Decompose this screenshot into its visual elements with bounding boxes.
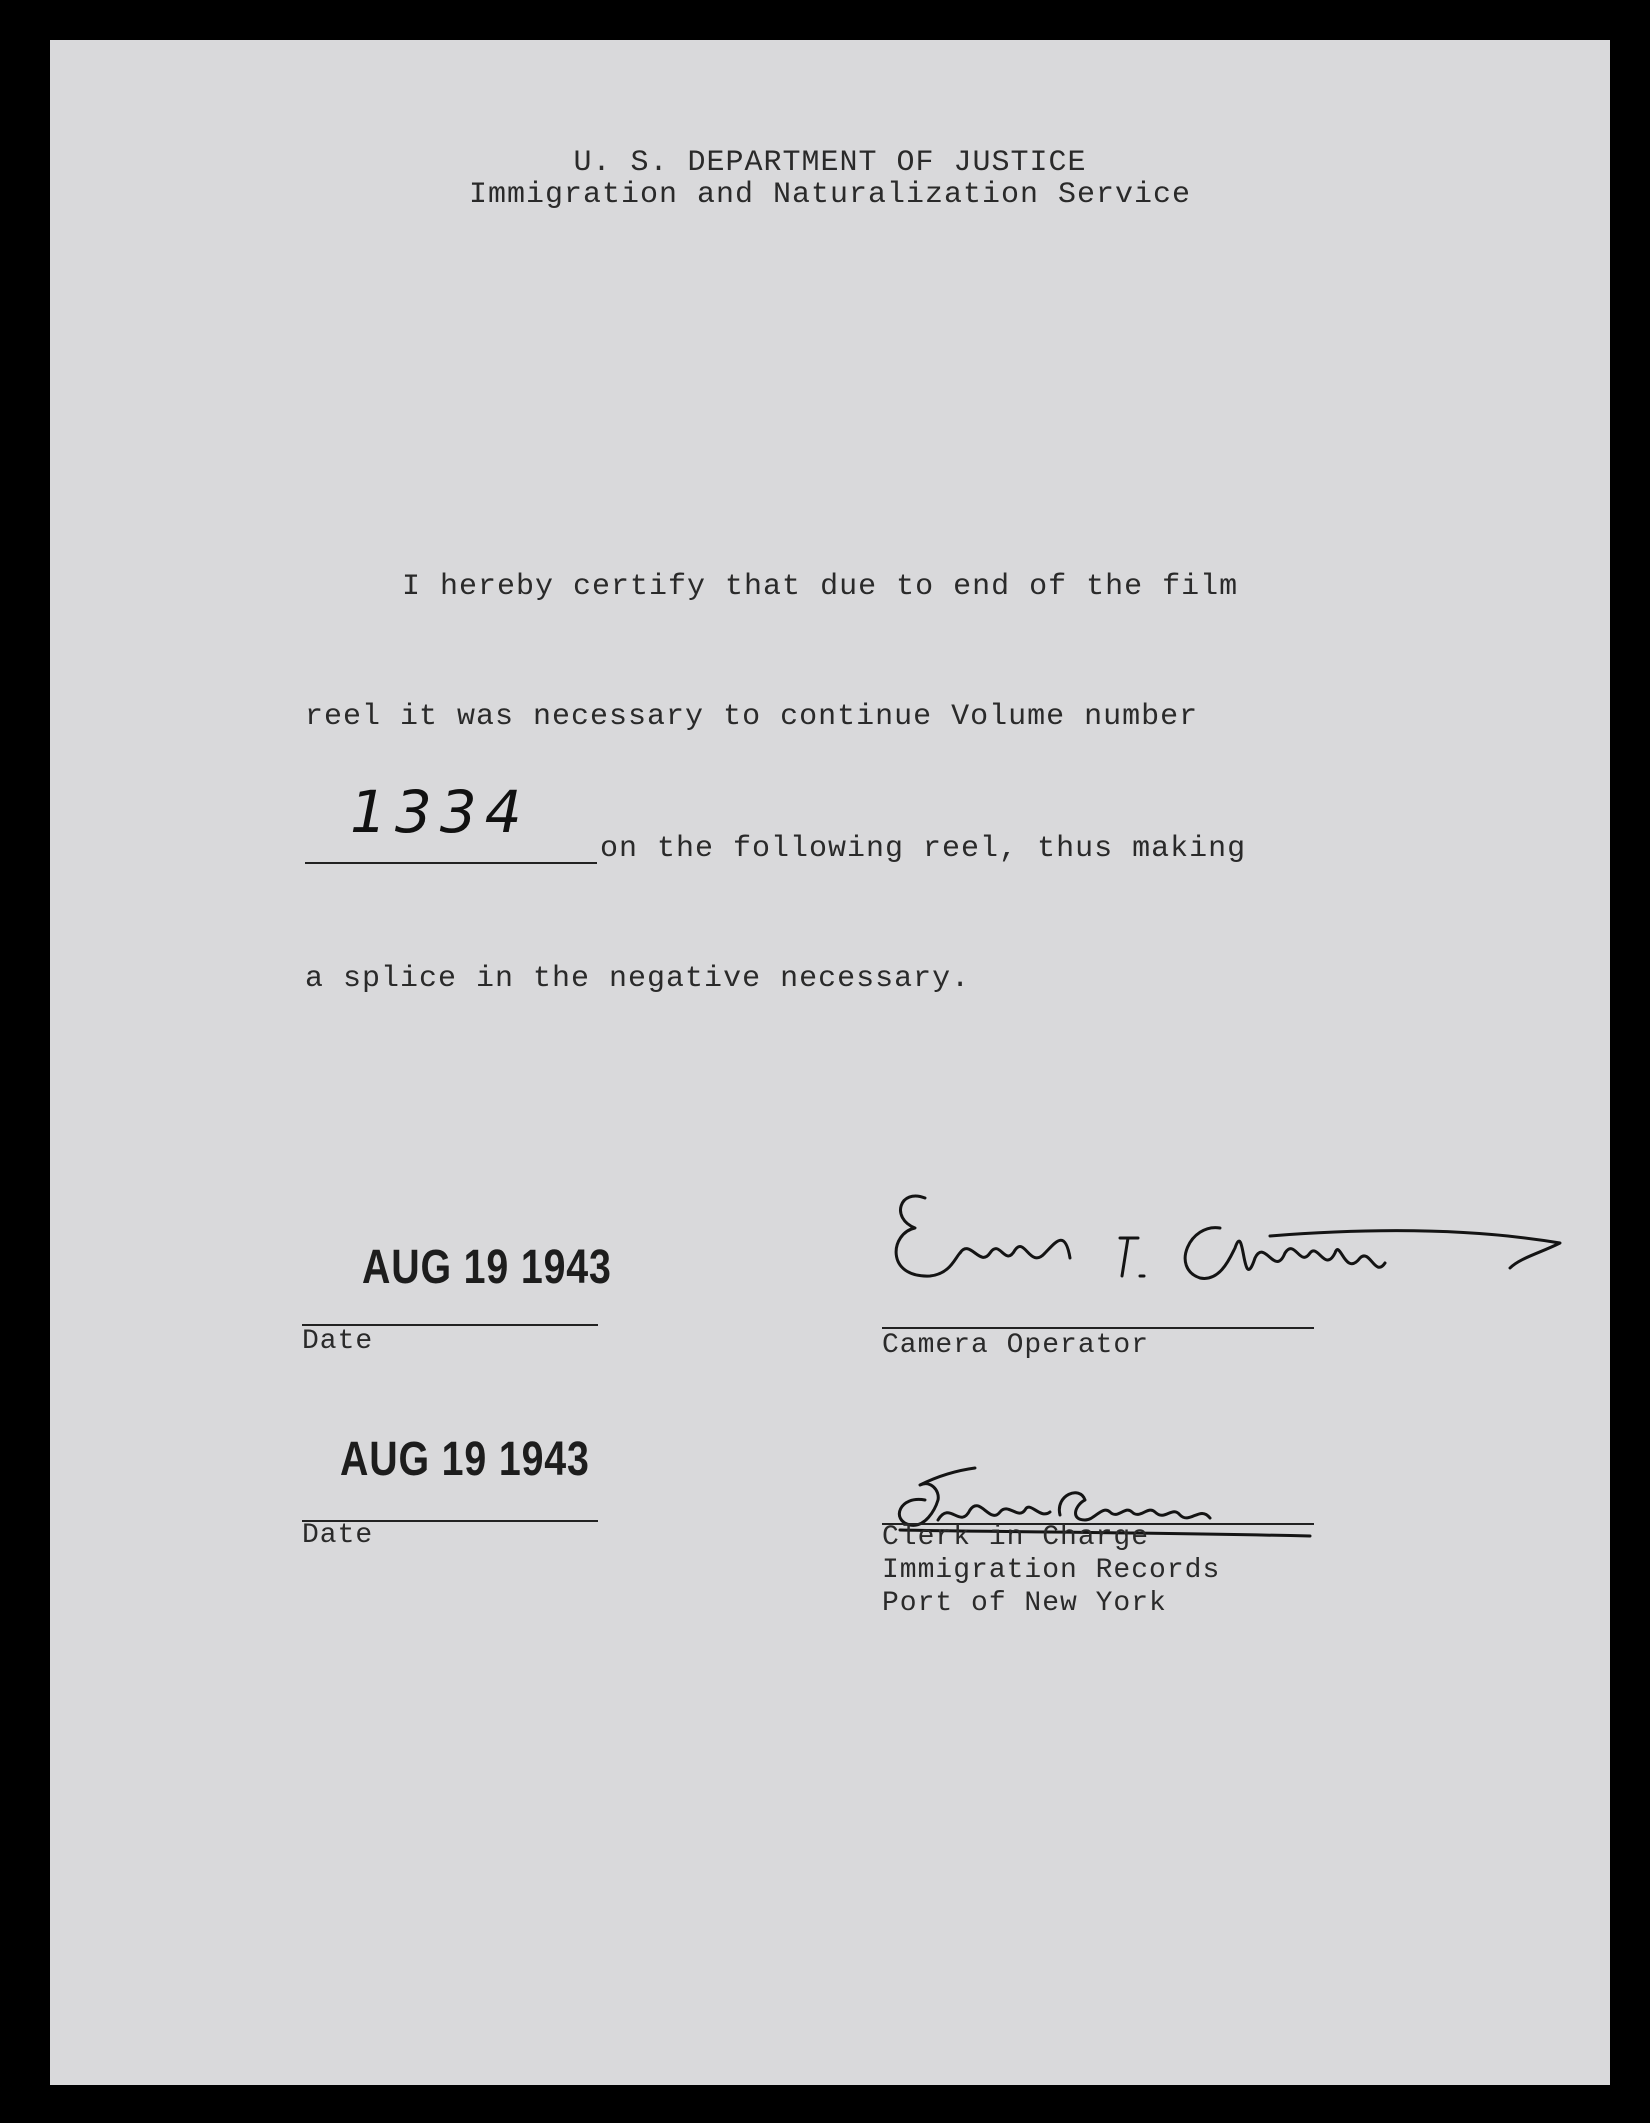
- clerk-label-3: Port of New York: [882, 1588, 1167, 1619]
- volume-number-underline: [305, 862, 597, 864]
- date-1-label: Date: [302, 1326, 374, 1357]
- date-2-label: Date: [302, 1520, 374, 1551]
- clerk-label-2: Immigration Records: [882, 1555, 1221, 1586]
- clerk-label-1: Clerk in Charge: [882, 1522, 1150, 1553]
- header-service: Immigration and Naturalization Service: [468, 178, 1192, 212]
- body-line-1: I hereby certify that due to end of the film: [402, 570, 1239, 604]
- camera-operator-label: Camera Operator: [882, 1330, 1150, 1361]
- camera-operator-signature: [870, 1158, 1570, 1338]
- date-stamp-1: AUG 19 1943: [362, 1241, 612, 1294]
- camera-operator-line: [882, 1327, 1314, 1329]
- date-stamp-2: AUG 19 1943: [340, 1433, 590, 1486]
- header-department: U. S. DEPARTMENT OF JUSTICE: [573, 146, 1087, 180]
- body-line-4: a splice in the negative necessary.: [305, 962, 971, 996]
- volume-number-handwritten: 1334: [350, 778, 530, 846]
- body-line-3: on the following reel, thus making: [600, 832, 1247, 866]
- body-line-2: reel it was necessary to continue Volume number: [305, 700, 1199, 734]
- document-page: [50, 40, 1610, 2085]
